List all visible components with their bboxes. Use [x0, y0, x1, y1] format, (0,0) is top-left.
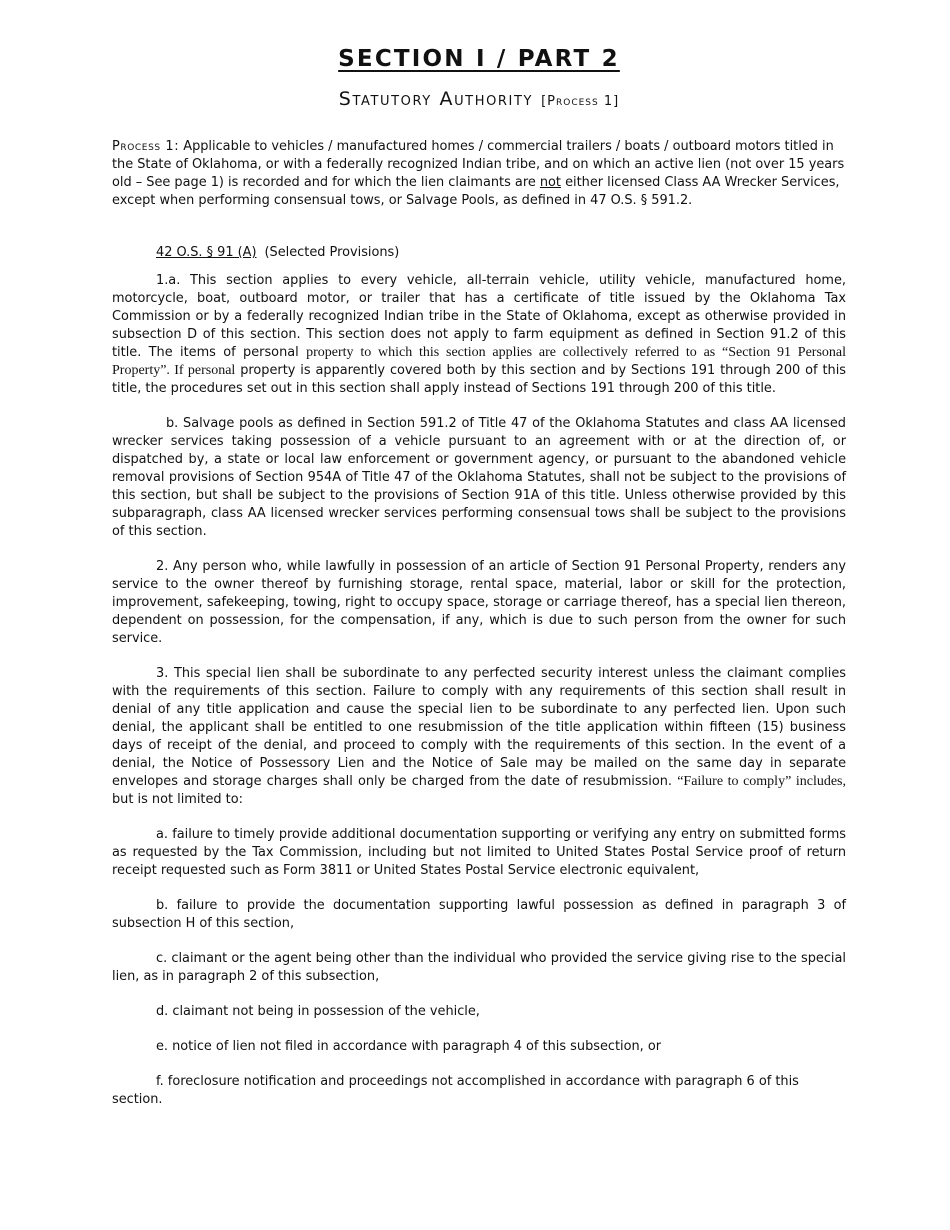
- paragraph-3: [112, 665, 846, 809]
- process-emphasis: not: [539, 175, 561, 190]
- subtitle-text: Statutory Authority: [338, 88, 534, 110]
- list-item-e: e. notice of lien not filed in accordance with paragraph 4 of this subsection, or: [156, 1039, 662, 1054]
- list-item-a: a. failure to timely provide additional documentation supporting or verifying any entry on submitted forms as requested by the Tax Commission, including but not limited to United States Postal Service proof of return receipt requested such as Form 3811 or United States Postal Service electronic equivalent,: [112, 827, 846, 878]
- process-text-before: Applicable to vehicles / manufactured homes / commercial trailers / boats / outboard motors titled in the State of Oklahoma, or with a federally recognized Indian tribe, and on which an active lien (not over 15 years old – See page 1) is recorded and for which the lien claimants are: [112, 139, 845, 190]
- paragraph-1a-part3: property is apparently covered both by this section and by Sections 191 through 200 of this title, the procedures set out in this section shall apply instead of Sections 191 through 200 of this title.: [112, 363, 846, 396]
- subtitle-process-note: [Process 1]: [541, 94, 620, 109]
- process-label: Process 1:: [112, 139, 180, 154]
- list-item-f: f. foreclosure notification and proceedings not accomplished in accordance with paragraph 6 of this section.: [112, 1074, 799, 1107]
- paragraph-2: 2. Any person who, while lawfully in possession of an article of Section 91 Personal Property, renders any service to the owner thereof by furnishing storage, rental space, material, labor or skill for the protection, improvement, safekeeping, towing, right to occupy space, storage or carriage thereof, has a special lien thereon, dependent on possession, for the compensation, if any, which is due to such person from the owner for such service.: [112, 559, 846, 646]
- citation-note: (Selected Provisions): [264, 245, 400, 260]
- statute-citation: [156, 244, 846, 262]
- page-subtitle: [112, 86, 846, 115]
- paragraph-1a: [112, 272, 846, 398]
- citation-reference: 42 O.S. § 91 (A): [156, 245, 257, 260]
- process-text-after: either licensed Class AA Wrecker Services, except when performing consensual tows, or Salvage Pools, as defined in 47 O.S. § 591.2.: [112, 175, 840, 208]
- list-item-b: b. failure to provide the documentation supporting lawful possession as defined in paragraph 3 of subsection H of this section,: [112, 898, 846, 931]
- paragraph-3-part2: “Failure to comply” includes,: [677, 774, 847, 789]
- paragraph-1b: b. Salvage pools as defined in Section 591.2 of Title 47 of the Oklahoma Statutes and class AA licensed wrecker services taking possession of a vehicle pursuant to an agreement with or at the direction of, or dispatched by, a state or local law enforcement or government agency, or pursuant to the abandoned vehicle removal provisions of Section 954A of Title 47 of the Oklahoma Statutes, shall not be subject to the provisions of this section, but shall be subject to the provisions of Section 91A of this title. Unless otherwise provided by this subparagraph, class AA licensed wrecker services performing consensual tows shall be subject to the provisions of this section.: [112, 416, 846, 539]
- paragraph-3-part1: 3. This special lien shall be subordinate to any perfected security interest unless the claimant complies with the requirements of this section. Failure to comply with any requirements of this section shall result in denial of any title application and cause the special lien to be subordinate to any perfected lien. Upon such denial, the applicant shall be entitled to one resubmission of the title application within fifteen (15) business days of receipt of the denial, and proceed to comply with the requirements of this section. In the event of a denial, the Notice of Possessory Lien and the Notice of Sale may be mailed on the same day in separate envelopes and storage charges shall only be charged from the date of resubmission.: [112, 666, 846, 789]
- paragraph-1a-part1: 1.a. This section applies to every vehicle, all-terrain vehicle, utility vehicle, manufactured home, motorcycle, boat, outboard motor, or trailer that has a certificate of title issued by the Oklahoma Tax Commission or by a federally recognized Indian tribe in the State of Oklahoma, except as otherwise provided in subsection D of this section. This section does not apply to farm equipment as defined in Section 91.2 of this title. The items of personal: [112, 273, 846, 360]
- process-description: [112, 138, 846, 210]
- paragraph-1a-part2: property to which this section applies are collectively referred to as “Section 91 Personal Property”. If personal: [112, 345, 846, 378]
- paragraph-3-part3: but is not limited to:: [112, 792, 243, 807]
- list-item-c: c. claimant or the agent being other than the individual who provided the service giving rise to the special lien, as in paragraph 2 of this subsection,: [112, 951, 846, 984]
- list-item-d: d. claimant not being in possession of the vehicle,: [156, 1004, 480, 1019]
- page-title: SECTION I / PART 2: [338, 46, 620, 72]
